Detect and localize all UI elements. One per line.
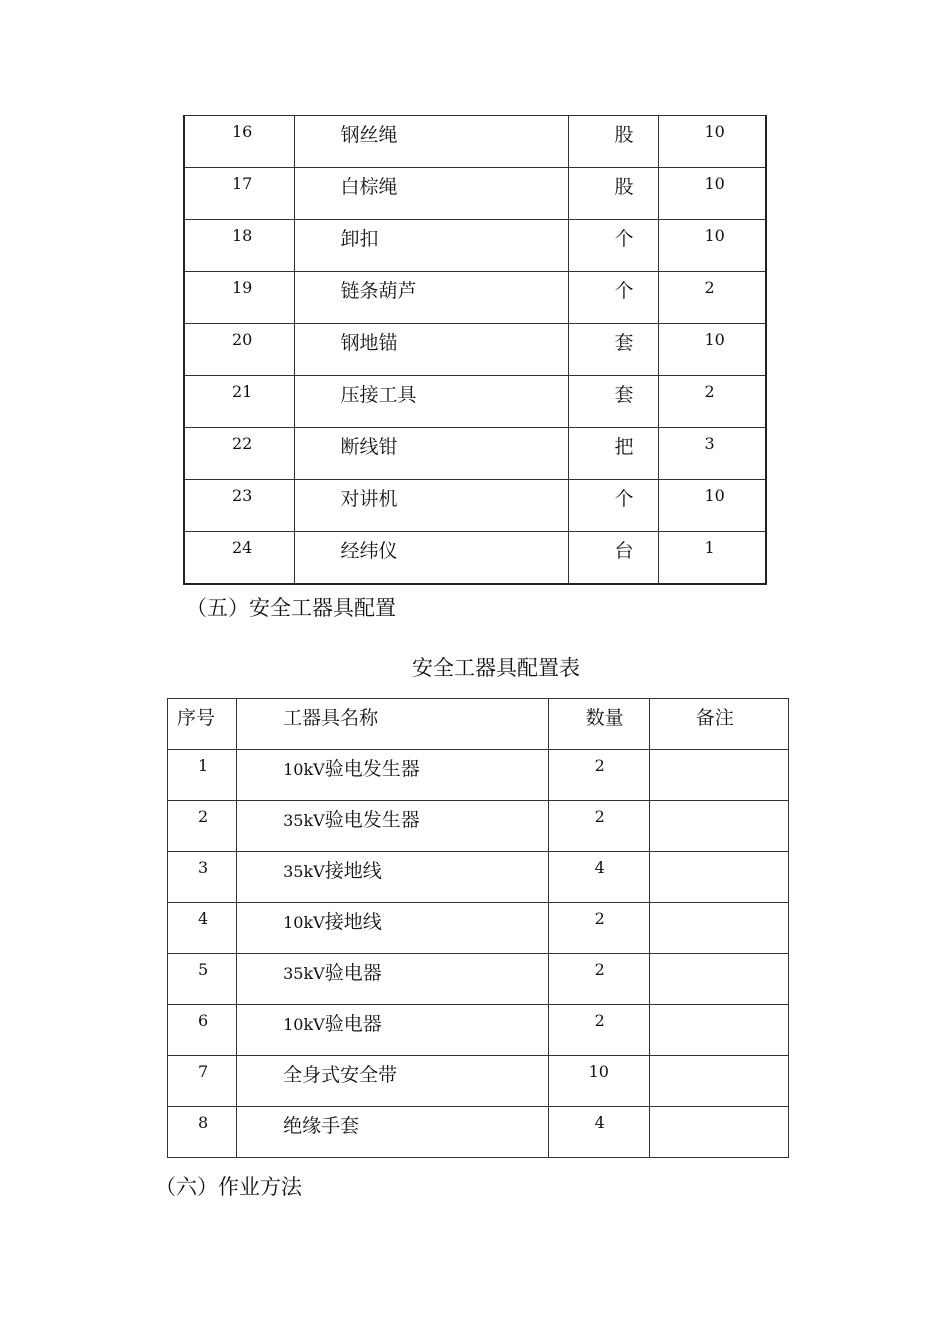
voltage-rating: 35kV <box>283 964 325 983</box>
tool-name-text: 绝缘手套 <box>283 1115 360 1137</box>
tool-name: 卸扣 <box>294 220 568 272</box>
table-row <box>168 954 789 1005</box>
tool-name <box>237 852 549 903</box>
section-heading-safety-tools: （五）安全工器具配置 <box>186 596 396 620</box>
table-row <box>184 272 766 324</box>
remarks <box>649 1056 788 1107</box>
unit: 个 <box>568 220 658 272</box>
header-remarks: 备注 <box>649 699 788 750</box>
safety-tools-table <box>167 698 789 1158</box>
row-number: 21 <box>184 376 294 428</box>
unit: 套 <box>568 376 658 428</box>
row-number: 19 <box>184 272 294 324</box>
table-row <box>184 220 766 272</box>
serial-no: 3 <box>168 852 237 903</box>
tool-name-text: 验电发生器 <box>324 758 420 780</box>
header-tool-name: 工器具名称 <box>237 699 549 750</box>
voltage-rating: 35kV <box>283 862 325 881</box>
serial-no: 6 <box>168 1005 237 1056</box>
quantity: 10 <box>658 116 766 168</box>
tool-name: 压接工具 <box>294 376 568 428</box>
quantity: 4 <box>548 1107 649 1158</box>
quantity: 2 <box>548 801 649 852</box>
table-row <box>184 116 766 168</box>
table-row <box>168 750 789 801</box>
quantity: 2 <box>548 1005 649 1056</box>
unit: 台 <box>568 532 658 584</box>
voltage-rating: 10kV <box>283 913 325 932</box>
tool-name <box>237 954 549 1005</box>
quantity: 4 <box>548 852 649 903</box>
serial-no: 1 <box>168 750 237 801</box>
quantity: 10 <box>658 168 766 220</box>
tool-name-text: 全身式安全带 <box>283 1064 398 1086</box>
quantity: 10 <box>658 480 766 532</box>
table-row <box>184 532 766 584</box>
tools-table <box>183 115 767 585</box>
remarks <box>649 801 788 852</box>
tool-name <box>237 801 549 852</box>
table-row <box>168 801 789 852</box>
quantity: 2 <box>548 750 649 801</box>
quantity: 10 <box>658 324 766 376</box>
unit: 个 <box>568 480 658 532</box>
tool-name: 钢地锚 <box>294 324 568 376</box>
remarks <box>649 750 788 801</box>
tool-name: 对讲机 <box>294 480 568 532</box>
header-serial-no: 序号 <box>168 699 237 750</box>
serial-no: 8 <box>168 1107 237 1158</box>
serial-no: 7 <box>168 1056 237 1107</box>
header-quantity: 数量 <box>548 699 649 750</box>
table-row <box>184 324 766 376</box>
serial-no: 4 <box>168 903 237 954</box>
voltage-rating: 35kV <box>283 811 325 830</box>
tool-name-text: 接地线 <box>324 860 382 882</box>
remarks <box>649 954 788 1005</box>
unit: 个 <box>568 272 658 324</box>
row-number: 20 <box>184 324 294 376</box>
tool-name: 链条葫芦 <box>294 272 568 324</box>
quantity: 2 <box>658 376 766 428</box>
table-row <box>184 376 766 428</box>
safety-table-title: 安全工器具配置表 <box>412 656 580 680</box>
quantity: 1 <box>658 532 766 584</box>
unit: 股 <box>568 116 658 168</box>
tool-name <box>237 1056 549 1107</box>
table-row <box>168 1056 789 1107</box>
quantity: 2 <box>548 954 649 1005</box>
quantity: 10 <box>658 220 766 272</box>
section-heading-work-method: （六）作业方法 <box>155 1175 302 1199</box>
tool-name-text: 验电器 <box>324 962 382 984</box>
row-number: 22 <box>184 428 294 480</box>
quantity: 10 <box>548 1056 649 1107</box>
tool-name-text: 验电发生器 <box>324 809 420 831</box>
serial-no: 5 <box>168 954 237 1005</box>
row-number: 16 <box>184 116 294 168</box>
tool-name: 白棕绳 <box>294 168 568 220</box>
tool-name <box>237 1107 549 1158</box>
tool-name: 钢丝绳 <box>294 116 568 168</box>
remarks <box>649 1005 788 1056</box>
table-row <box>184 480 766 532</box>
quantity: 2 <box>548 903 649 954</box>
tool-name: 经纬仪 <box>294 532 568 584</box>
table-row <box>168 852 789 903</box>
table-row <box>168 903 789 954</box>
tool-name <box>237 903 549 954</box>
remarks <box>649 852 788 903</box>
row-number: 17 <box>184 168 294 220</box>
unit: 套 <box>568 324 658 376</box>
table-row <box>184 168 766 220</box>
table-row <box>168 1005 789 1056</box>
quantity: 2 <box>658 272 766 324</box>
remarks <box>649 1107 788 1158</box>
table-header-row <box>168 699 789 750</box>
table-row <box>168 1107 789 1158</box>
tool-name: 断线钳 <box>294 428 568 480</box>
unit: 把 <box>568 428 658 480</box>
tool-name <box>237 750 549 801</box>
serial-no: 2 <box>168 801 237 852</box>
unit: 股 <box>568 168 658 220</box>
row-number: 24 <box>184 532 294 584</box>
tool-name-text: 验电器 <box>324 1013 382 1035</box>
row-number: 23 <box>184 480 294 532</box>
voltage-rating: 10kV <box>283 760 325 779</box>
tool-name <box>237 1005 549 1056</box>
tool-name-text: 接地线 <box>324 911 382 933</box>
table-row <box>184 428 766 480</box>
quantity: 3 <box>658 428 766 480</box>
row-number: 18 <box>184 220 294 272</box>
voltage-rating: 10kV <box>283 1015 325 1034</box>
remarks <box>649 903 788 954</box>
